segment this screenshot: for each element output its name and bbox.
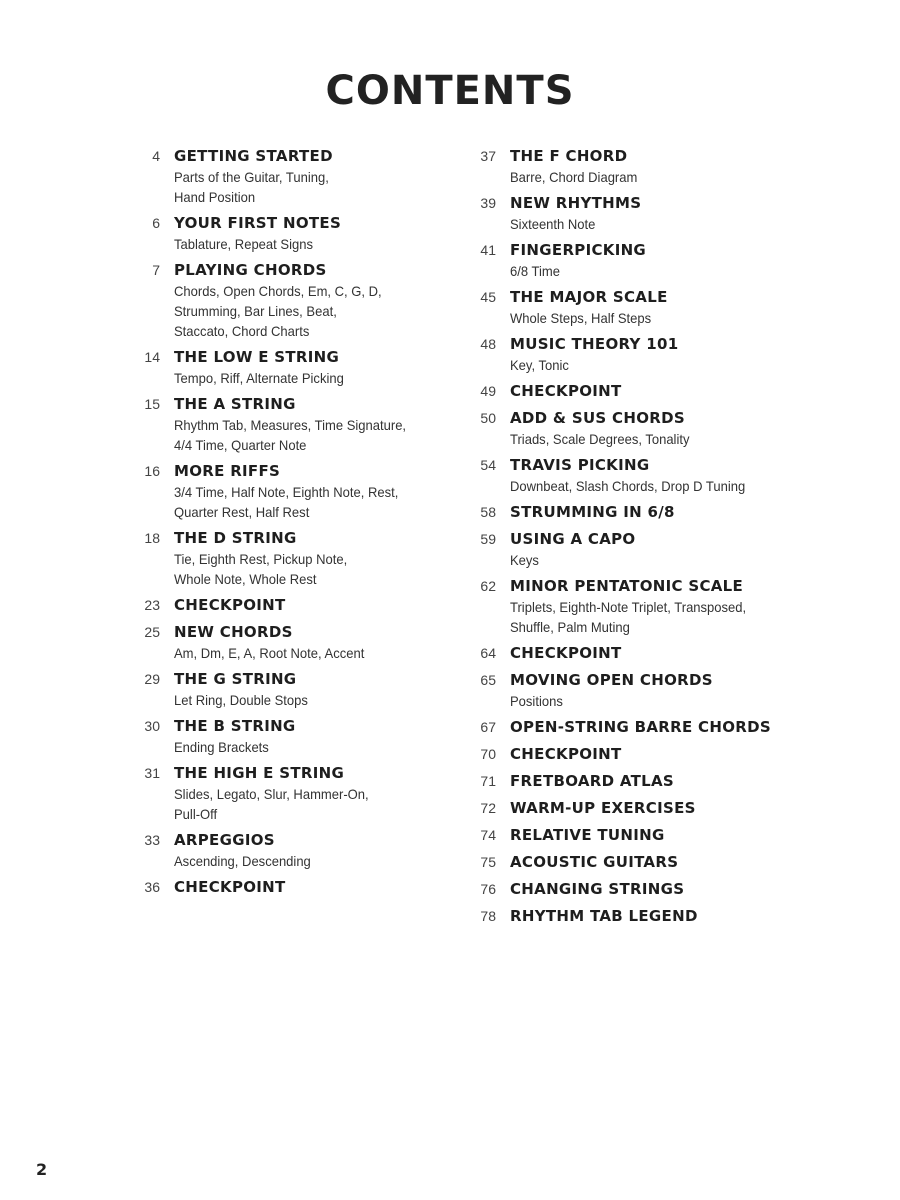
toc-entry-body — [174, 213, 456, 254]
toc-subtopics: 3/4 Time, Half Note, Eighth Note, Rest, — [174, 484, 399, 500]
toc-heading: WARM-UP EXERCISES — [510, 799, 696, 817]
toc-subtopics: Let Ring, Double Stops — [174, 692, 308, 708]
toc-page-number: 25 — [144, 624, 160, 640]
toc-heading: THE HIGH E STRING — [174, 764, 345, 782]
toc-page-number: 49 — [480, 383, 496, 399]
toc-subtopics: Chords, Open Chords, Em, C, G, D, — [174, 283, 382, 299]
toc-page-number: 15 — [144, 396, 160, 412]
toc-entry-body — [174, 394, 456, 455]
toc-subtopics: Pull-Off — [174, 806, 218, 822]
toc-entry — [136, 622, 456, 663]
toc-entry — [472, 381, 802, 402]
toc-page-number: 78 — [480, 908, 496, 924]
toc-page-number: 41 — [480, 242, 496, 258]
toc-entry-body — [510, 193, 802, 234]
toc-subtopics: Tablature, Repeat Signs — [174, 236, 313, 252]
toc-entry-body — [174, 830, 456, 871]
toc-entry — [472, 146, 802, 187]
toc-entry-body — [510, 287, 802, 328]
toc-heading: ARPEGGIOS — [174, 831, 275, 849]
toc-entry-body — [174, 716, 456, 757]
toc-subtopics: Hand Position — [174, 189, 256, 205]
toc-page-number: 30 — [144, 718, 160, 734]
toc-entry — [136, 595, 456, 616]
toc-page-number: 39 — [480, 195, 496, 211]
toc-page-number: 16 — [144, 463, 160, 479]
toc-subtopics: Tie, Eighth Rest, Pickup Note, — [174, 551, 348, 567]
toc-heading: CHECKPOINT — [510, 644, 622, 662]
toc-entry — [136, 716, 456, 757]
toc-entry — [472, 744, 802, 765]
toc-entry-body — [510, 852, 802, 873]
toc-heading: THE MAJOR SCALE — [510, 288, 668, 306]
toc-page-number: 64 — [480, 645, 496, 661]
toc-heading: FINGERPICKING — [510, 241, 647, 259]
toc-page-number: 70 — [480, 746, 496, 762]
toc-heading: OPEN-STRING BARRE CHORDS — [510, 718, 771, 736]
toc-entry-body — [510, 334, 802, 375]
toc-subtopics: Whole Note, Whole Rest — [174, 571, 317, 587]
toc-subtopics: Whole Steps, Half Steps — [510, 310, 652, 326]
toc-entry — [472, 455, 802, 496]
toc-entry — [136, 213, 456, 254]
toc-heading: RHYTHM TAB LEGEND — [510, 907, 698, 925]
toc-heading: CHECKPOINT — [174, 878, 286, 896]
toc-page-number: 36 — [144, 879, 160, 895]
toc-page-number: 23 — [144, 597, 160, 613]
toc-heading: CHECKPOINT — [510, 745, 622, 763]
toc-heading: MORE RIFFS — [174, 462, 281, 480]
toc-entry-body — [510, 744, 802, 765]
toc-subtopics: Am, Dm, E, A, Root Note, Accent — [174, 645, 365, 661]
toc-entry-body — [510, 240, 802, 281]
toc-heading: MINOR PENTATONIC SCALE — [510, 577, 744, 595]
toc-entry-body — [174, 347, 456, 388]
toc-heading: NEW CHORDS — [174, 623, 293, 641]
toc-subtopics: Rhythm Tab, Measures, Time Signature, — [174, 417, 407, 433]
toc-subtopics: Downbeat, Slash Chords, Drop D Tuning — [510, 478, 746, 494]
toc-entry — [136, 669, 456, 710]
toc-entry — [472, 879, 802, 900]
toc-page-number: 50 — [480, 410, 496, 426]
toc-page-number: 72 — [480, 800, 496, 816]
toc-entry — [472, 798, 802, 819]
toc-heading: FRETBOARD ATLAS — [510, 772, 675, 790]
toc-entry-body — [174, 669, 456, 710]
toc-entry-body — [510, 455, 802, 496]
toc-entry — [472, 717, 802, 738]
toc-subtopics: Triads, Scale Degrees, Tonality — [510, 431, 690, 447]
toc-entry — [136, 260, 456, 341]
toc-heading: THE D STRING — [174, 529, 297, 547]
toc-page-number: 58 — [480, 504, 496, 520]
toc-entry — [472, 408, 802, 449]
toc-entry-body — [510, 529, 802, 570]
toc-page-number: 75 — [480, 854, 496, 870]
toc-entry — [472, 906, 802, 927]
toc-entry-body — [510, 670, 802, 711]
toc-page-number: 76 — [480, 881, 496, 897]
toc-entry — [472, 771, 802, 792]
toc-subtopics: Ending Brackets — [174, 739, 269, 755]
toc-heading: MOVING OPEN CHORDS — [510, 671, 713, 689]
toc-entry — [136, 461, 456, 522]
toc-entry-body — [174, 260, 456, 341]
toc-page-number: 54 — [480, 457, 496, 473]
toc-heading: GETTING STARTED — [174, 147, 333, 165]
toc-heading: PLAYING CHORDS — [174, 261, 327, 279]
toc-entry — [472, 576, 802, 637]
toc-entry — [136, 394, 456, 455]
toc-subtopics: Parts of the Guitar, Tuning, — [174, 169, 329, 185]
toc-page-number: 45 — [480, 289, 496, 305]
toc-entry-body — [510, 825, 802, 846]
toc-page-number: 59 — [480, 531, 496, 547]
toc-page-number: 7 — [152, 262, 160, 278]
toc-entry — [136, 528, 456, 589]
toc-subtopics: Sixteenth Note — [510, 216, 596, 232]
toc-heading: CHANGING STRINGS — [510, 880, 685, 898]
toc-subtopics: Staccato, Chord Charts — [174, 323, 310, 339]
toc-heading: RELATIVE TUNING — [510, 826, 665, 844]
toc-entry-body — [174, 528, 456, 589]
toc-page-number: 18 — [144, 530, 160, 546]
toc-entry — [472, 670, 802, 711]
toc-subtopics: 6/8 Time — [510, 263, 560, 279]
toc-page-number: 6 — [152, 215, 160, 231]
toc-heading: TRAVIS PICKING — [510, 456, 650, 474]
toc-page-number: 33 — [144, 832, 160, 848]
toc-entry — [136, 347, 456, 388]
toc-entry-body — [510, 879, 802, 900]
toc-heading: THE LOW E STRING — [174, 348, 340, 366]
toc-subtopics: Key, Tonic — [510, 357, 569, 373]
toc-column-right — [472, 146, 802, 933]
toc-entry — [136, 763, 456, 824]
toc-subtopics: Ascending, Descending — [174, 853, 311, 869]
toc-subtopics: Triplets, Eighth-Note Triplet, Transposed, — [510, 599, 747, 615]
toc-entry — [136, 146, 456, 207]
toc-heading: THE B STRING — [174, 717, 296, 735]
toc-entry-body — [174, 146, 456, 207]
toc-entry-body — [174, 461, 456, 522]
toc-entry-body — [510, 381, 802, 402]
toc-subtopics: Shuffle, Palm Muting — [510, 619, 630, 635]
toc-heading: NEW RHYTHMS — [510, 194, 642, 212]
toc-entry-body — [510, 146, 802, 187]
toc-heading: CHECKPOINT — [510, 382, 622, 400]
toc-heading: YOUR FIRST NOTES — [174, 214, 342, 232]
toc-entry-body — [510, 576, 802, 637]
toc-entry-body — [510, 906, 802, 927]
toc-subtopics: Slides, Legato, Slur, Hammer-On, — [174, 786, 369, 802]
toc-page-number: 14 — [144, 349, 160, 365]
toc-subtopics: Positions — [510, 693, 563, 709]
page-title: CONTENTS — [325, 68, 575, 114]
toc-entry-body — [174, 877, 456, 898]
toc-entry-body — [510, 798, 802, 819]
toc-subtopics: Barre, Chord Diagram — [510, 169, 638, 185]
toc-entry-body — [174, 595, 456, 616]
toc-entry — [472, 502, 802, 523]
toc-page-number: 67 — [480, 719, 496, 735]
toc-heading: THE A STRING — [174, 395, 296, 413]
toc-heading: THE G STRING — [174, 670, 297, 688]
toc-page-number: 31 — [144, 765, 160, 781]
toc-subtopics: Strumming, Bar Lines, Beat, — [174, 303, 337, 319]
toc-subtopics: Tempo, Riff, Alternate Picking — [174, 370, 344, 386]
toc-entry — [472, 240, 802, 281]
toc-column-left — [136, 146, 456, 904]
toc-entry — [472, 287, 802, 328]
toc-heading: THE F CHORD — [510, 147, 628, 165]
toc-heading: ACOUSTIC GUITARS — [510, 853, 679, 871]
toc-entry — [472, 643, 802, 664]
toc-heading: STRUMMING IN 6/8 — [510, 503, 675, 521]
toc-page-number: 62 — [480, 578, 496, 594]
toc-entry — [136, 877, 456, 898]
toc-entry-body — [510, 502, 802, 523]
toc-entry — [472, 529, 802, 570]
toc-heading: ADD & SUS CHORDS — [510, 409, 685, 427]
toc-page-number: 48 — [480, 336, 496, 352]
toc-page-number: 74 — [480, 827, 496, 843]
toc-entry — [472, 825, 802, 846]
toc-entry — [136, 830, 456, 871]
page-number: 2 — [36, 1160, 48, 1179]
toc-page-number: 29 — [144, 671, 160, 687]
toc-entry-body — [510, 643, 802, 664]
toc-heading: CHECKPOINT — [174, 596, 286, 614]
toc-entry — [472, 334, 802, 375]
toc-subtopics: Keys — [510, 552, 539, 568]
toc-page-number: 65 — [480, 672, 496, 688]
toc-page-number: 4 — [152, 148, 160, 164]
toc-subtopics: Quarter Rest, Half Rest — [174, 504, 310, 520]
toc-entry-body — [174, 622, 456, 663]
toc-heading: USING A CAPO — [510, 530, 636, 548]
toc-page-number: 37 — [480, 148, 496, 164]
toc-entry-body — [174, 763, 456, 824]
toc-entry-body — [510, 408, 802, 449]
toc-entry — [472, 193, 802, 234]
toc-page-number: 71 — [480, 773, 496, 789]
toc-heading: MUSIC THEORY 101 — [510, 335, 679, 353]
toc-entry-body — [510, 771, 802, 792]
toc-entry — [472, 852, 802, 873]
toc-entry-body — [510, 717, 802, 738]
toc-subtopics: 4/4 Time, Quarter Note — [174, 437, 307, 453]
